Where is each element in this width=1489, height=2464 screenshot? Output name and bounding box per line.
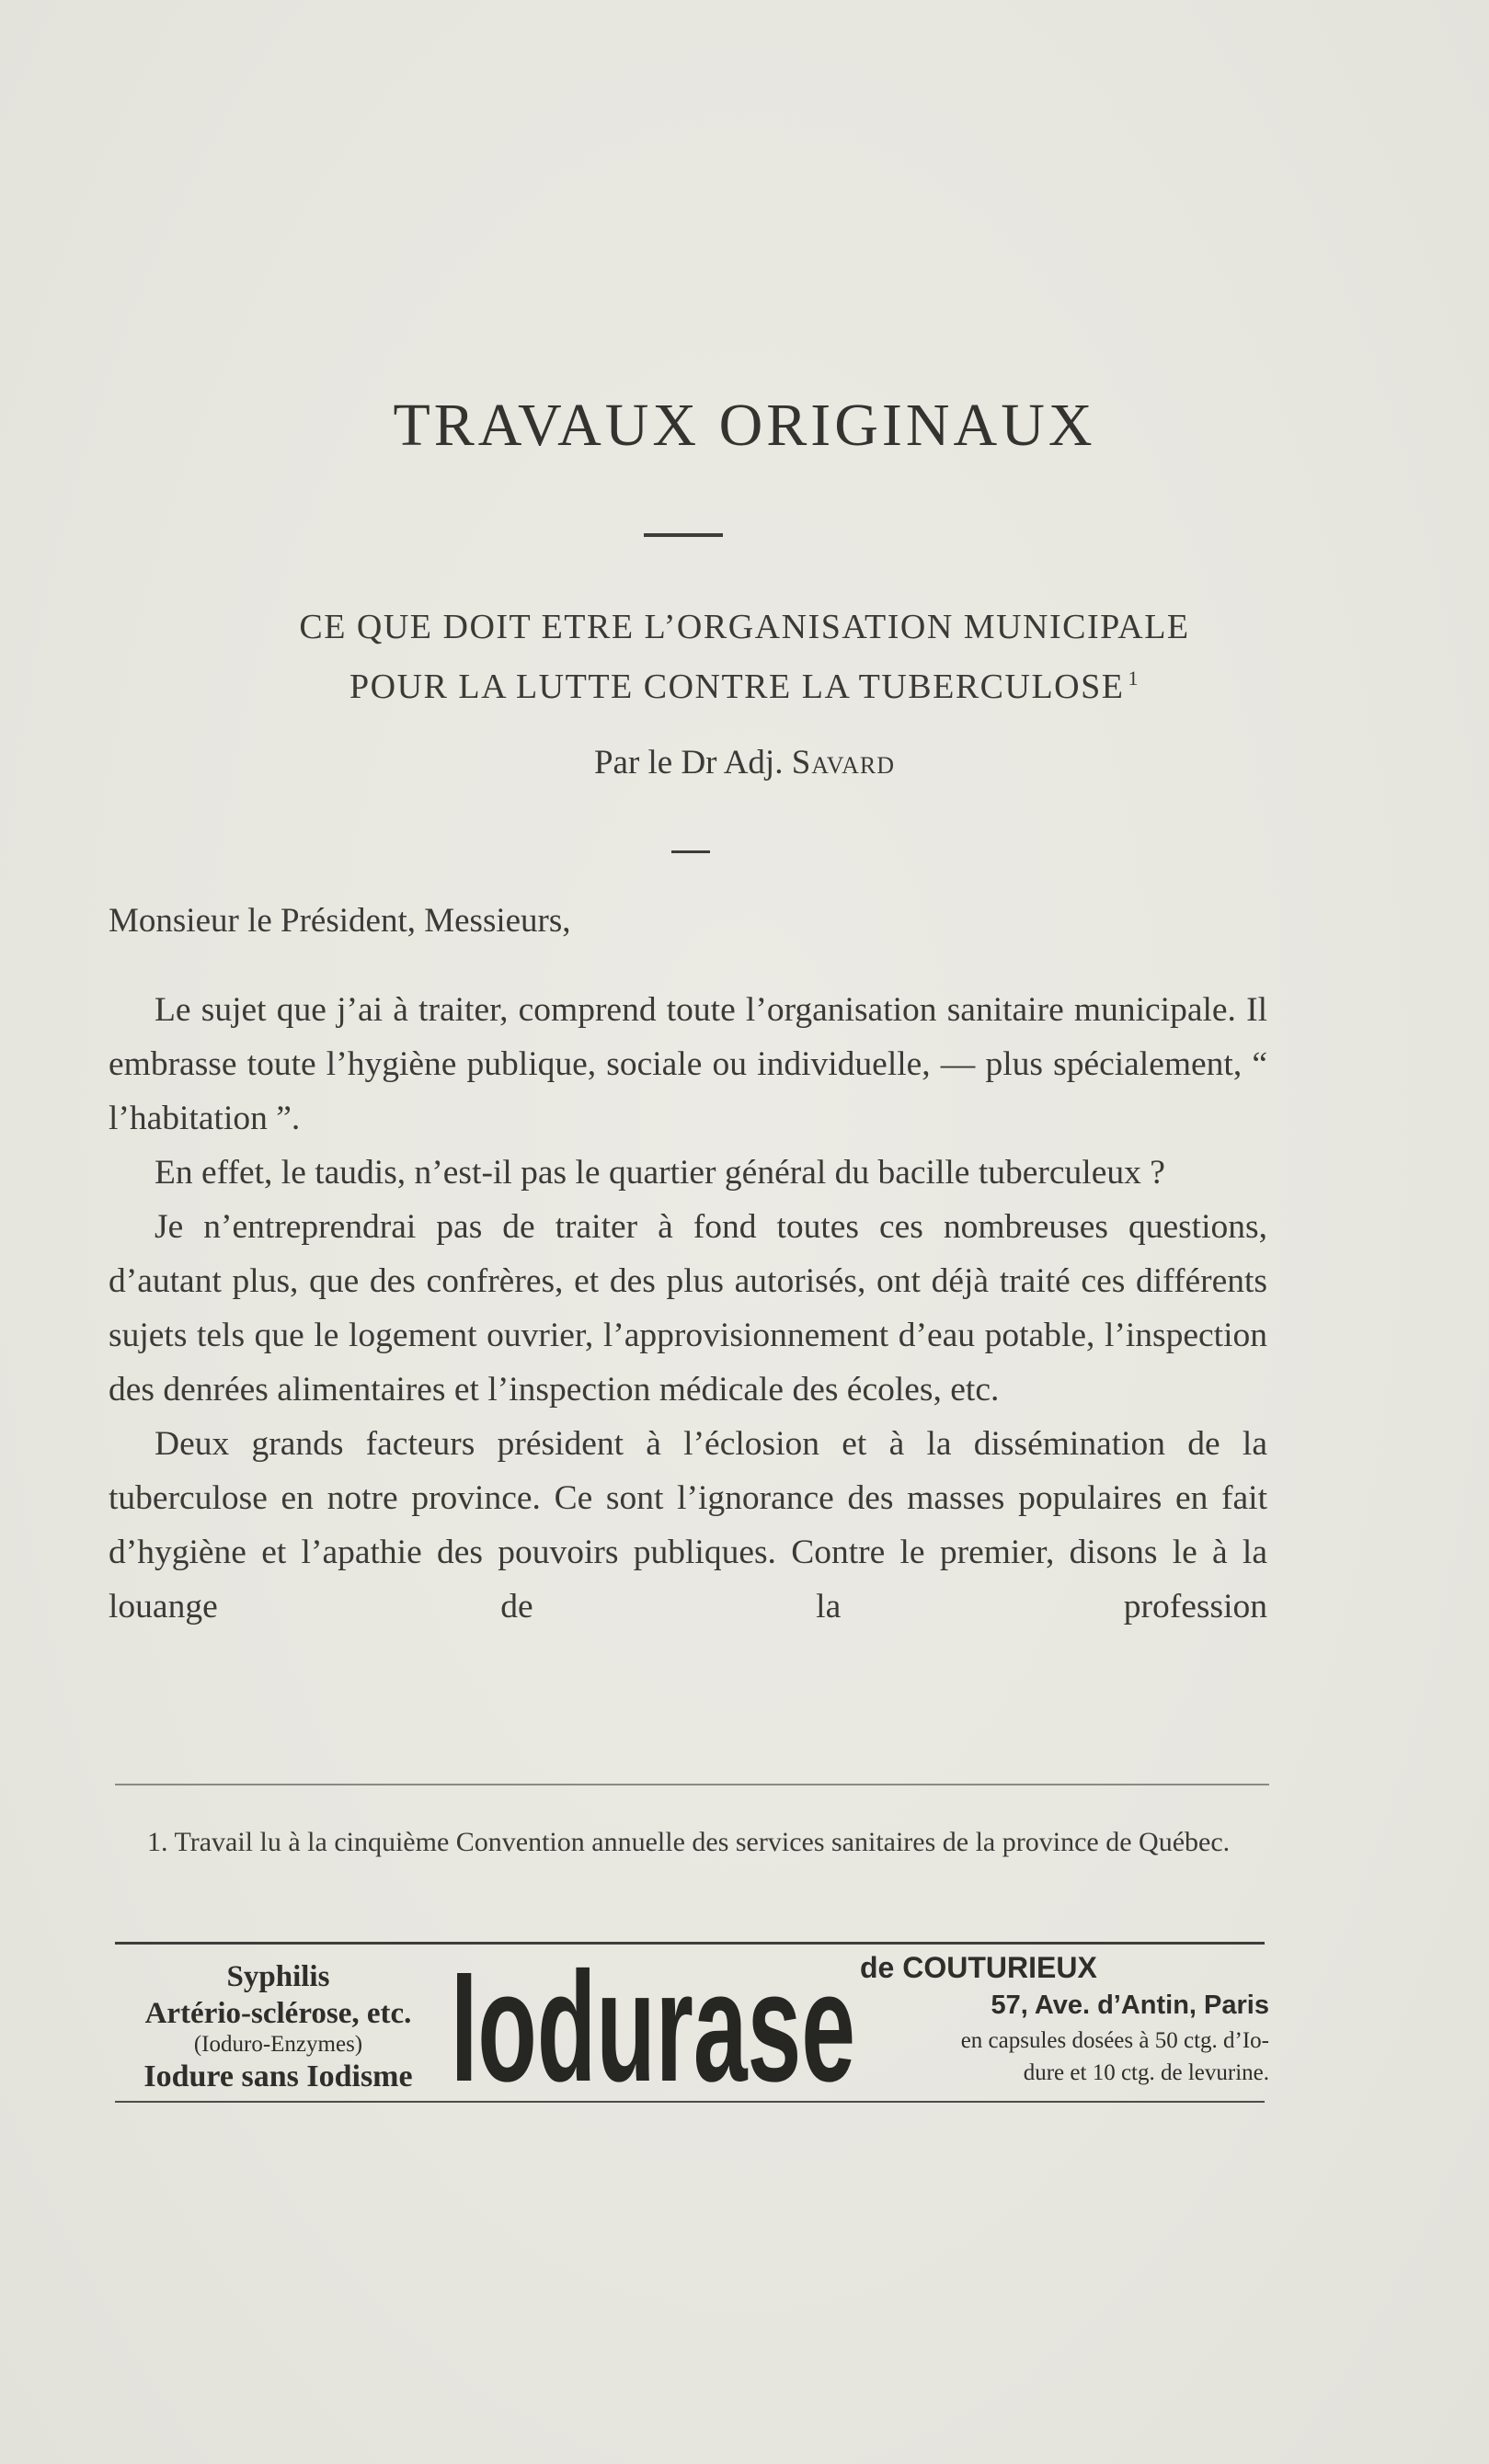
footnote-text: 1. Travail lu à la cinquième Convention annuelle des services sanitaires de la province de Québec. bbox=[147, 1827, 1231, 1857]
ad-indication-4: Iodure sans Iodisme bbox=[143, 2059, 413, 2093]
article-title-line-2-text: POUR LA LUTTE CONTRE LA TUBERCULOSE bbox=[349, 667, 1125, 706]
paragraph: Le sujet que j’ai à traiter, comprend toute l’organisation sanitaire municipale. Il embrasse toute l’hygiène publique, sociale ou individuelle, — plus spécialement, “ l’habitation ”. bbox=[109, 991, 1267, 1137]
brand-name: Iodurase bbox=[451, 1947, 855, 2094]
ad-indication-3: (Ioduro-Enzymes) bbox=[193, 2032, 363, 2057]
advertisement-brand-logo bbox=[444, 1947, 863, 2094]
paragraph: En effet, le taudis, n’est-il pas le quartier général du bacille tuberculeux ? bbox=[155, 1154, 1165, 1192]
ad-dosage-line-2: dure et 10 ctg. de levurine. bbox=[1023, 2060, 1269, 2085]
advertisement-indications bbox=[115, 1958, 441, 2096]
footnote bbox=[115, 1820, 1269, 1865]
advertisement-top-rule bbox=[115, 1942, 1265, 1945]
footnote-divider bbox=[115, 1784, 1269, 1785]
ad-maker-name: de COUTURIEUX bbox=[860, 1951, 1097, 1984]
article-body bbox=[109, 983, 1267, 1634]
ad-maker-address: 57, Ave. d’Antin, Paris bbox=[991, 1991, 1269, 2020]
section-title: TRAVAUX ORIGINAUX bbox=[393, 392, 1096, 459]
advertisement-maker bbox=[860, 1949, 1269, 2089]
ad-dosage-line-1: en capsules dosées à 50 ctg. d’Io- bbox=[960, 2028, 1269, 2053]
article-title-line-1: CE QUE DOIT ETRE L’ORGANISATION MUNICIPALE bbox=[299, 608, 1190, 646]
byline-prefix: Par le Dr Adj. bbox=[593, 744, 784, 781]
ad-indication-2: Artério-sclérose, etc. bbox=[144, 1997, 412, 2030]
ad-indication-1: Syphilis bbox=[226, 1960, 330, 1993]
paragraph: Deux grands facteurs président à l’éclosion et à la dissémination de la tuberculose en notre province. Ce sont l’ignorance des masses populaires en fait d’hygiène et l’apathie des pouvoirs publiques. Contre le premier, disons le à la louange de la profession bbox=[109, 1425, 1267, 1626]
byline-divider bbox=[671, 850, 710, 853]
author-name: Savard bbox=[791, 744, 896, 781]
paragraph: Je n’entreprendrai pas de traiter à fond toutes ces nombreuses questions, d’autant plus, que des confrères, et des plus autorisés, ont déjà traité ces différents sujets tels que le logement ouvrier, l’approvisionnement d’eau potable, l’inspection des denrées alimentaires et l’inspection médicale des écoles, etc. bbox=[109, 1208, 1267, 1409]
article-title bbox=[92, 602, 1397, 713]
byline bbox=[0, 743, 1489, 782]
footnote-marker: 1 bbox=[1128, 667, 1140, 690]
title-divider bbox=[644, 533, 723, 537]
salutation: Monsieur le Président, Messieurs, bbox=[109, 902, 571, 940]
advertisement-bottom-rule bbox=[115, 2101, 1265, 2103]
article-title-line-2 bbox=[92, 653, 1397, 713]
